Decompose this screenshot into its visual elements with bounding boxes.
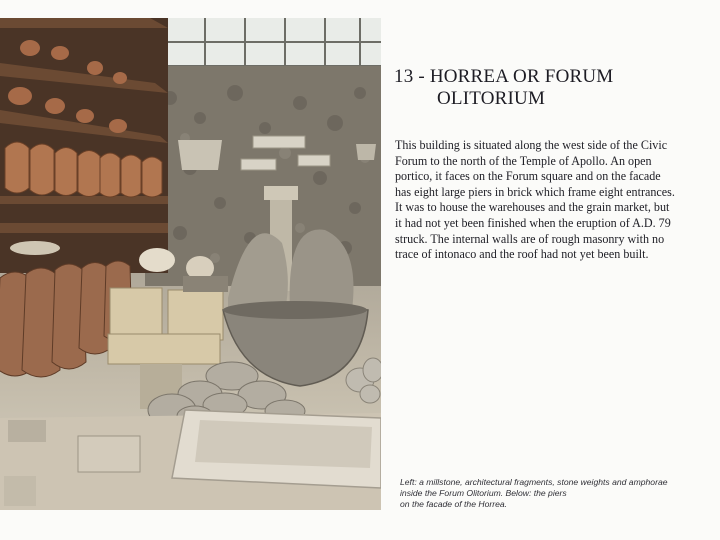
body-line: Forum to the north of the Temple of Apollo. An open: [395, 153, 652, 168]
body-line: This building is situated along the west side of the Civic: [395, 138, 668, 152]
body-line: struck. The internal walls are of rough masonry with no: [395, 231, 665, 246]
section-separator: -: [418, 66, 425, 87]
body-line: it had not yet been finished when the eruption of A.D. 79: [395, 215, 671, 230]
section-title-part-2: OLITORIUM: [437, 88, 546, 109]
photo-illustration: [0, 18, 381, 510]
photo-caption: [400, 477, 718, 510]
small-urn: [139, 248, 175, 272]
body-paragraph: [395, 138, 718, 263]
caption-line: Left: a millstone, architectural fragments, stone weights and amphorae: [400, 477, 668, 487]
section-number: 13: [394, 66, 414, 87]
body-line: portico, it faces on the Forum square and on the facade: [395, 169, 661, 184]
capitals: [108, 288, 223, 364]
caption-line: inside the Forum Olitorium. Below: the piers: [400, 488, 567, 498]
heading-line-1: [394, 66, 714, 88]
caption-line: on the facade of the Horrea.: [400, 499, 508, 509]
body-line: trace of intonaco and the roof had not yet been built.: [395, 247, 649, 262]
section-title-part-1: HORREA OR FORUM: [429, 66, 614, 87]
body-line: It was to house the warehouses and the grain market, but: [395, 200, 670, 215]
stone-block: [78, 436, 140, 472]
basin: [10, 241, 60, 255]
section-heading: [394, 66, 714, 110]
body-line: has eight large piers in brick which frame eight entrances.: [395, 184, 675, 199]
photograph-horrea-interior: [0, 18, 381, 510]
carved-fragment: [178, 140, 222, 170]
